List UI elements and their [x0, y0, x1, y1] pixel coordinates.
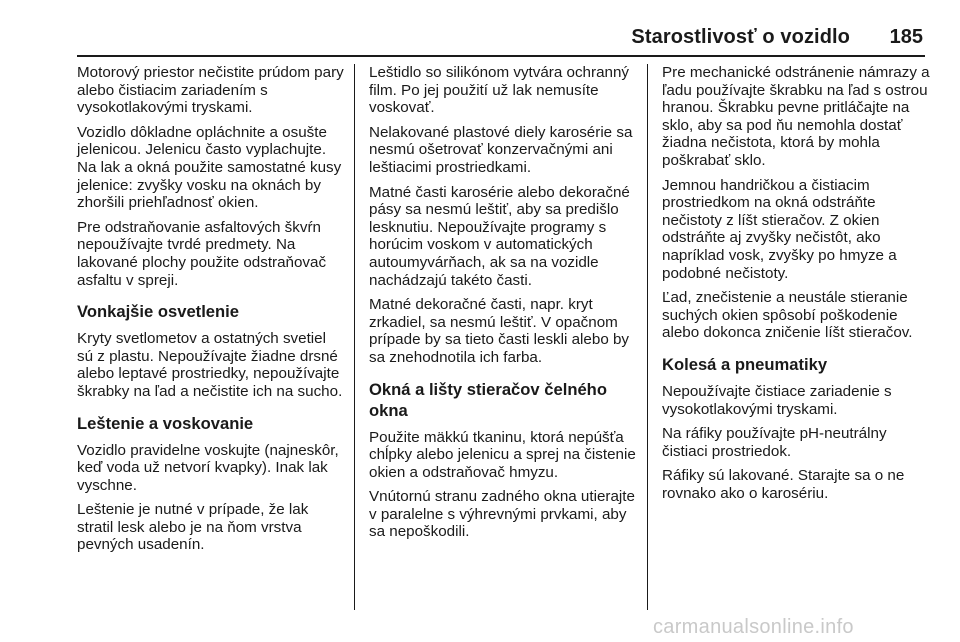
- column-left: [77, 64, 345, 561]
- paragraph: Vozidlo dôkladne opláchnite a osušte jelenicou. Jelenicu často vyplachujte. Na lak a okná použite samostatné kusy jelenice: zvyšky vosku na oknách by zhoršili priehľadnosť okien.: [77, 123, 342, 212]
- section-heading: Kolesá a pneumatiky: [662, 354, 828, 374]
- paragraph: Leštidlo so silikónom vytvára ochranný film. Po jej použití už lak nemusíte voskovať.: [369, 64, 629, 117]
- paragraph: Kryty svetlometov a ostatných svetiel sú z plastu. Nepoužívajte žiadne drsné alebo leptavé prostriedky, nepoužívajte škrabky na ľad a nečistite ich na sucho.: [77, 330, 343, 400]
- page-number: 185: [889, 26, 923, 48]
- paragraph: Vozidlo pravidelne voskujte (najneskôr, keď voda už netvorí kvapky). Inak lak vyschne.: [77, 441, 339, 494]
- paragraph: Motorový priestor nečistite prúdom pary alebo čistiacim zariadením s vysokotlakovými tryskami.: [77, 64, 344, 117]
- column-divider: [647, 64, 648, 610]
- page-header: [0, 26, 960, 56]
- section-heading: Vonkajšie osvetlenie: [77, 302, 240, 322]
- paragraph: Pre mechanické odstránenie námrazy a ľadu používajte škrabku na ľad s ostrou hranou. Škrabku pevne pritláčajte na sklo, aby sa pod ňu nemohla dostať žiadna nečistota, ktorá by mohla poškrabať sklo.: [662, 64, 930, 169]
- header-divider: [77, 55, 925, 57]
- paragraph: Ľad, znečistenie a neustále stieranie suchých okien spôsobí poškodenie alebo dokonca zničenie líšt stieračov.: [662, 289, 913, 342]
- paragraph: Vnútornú stranu zadného okna utierajte v paralelne s výhrevnými prvkami, aby sa nepoškodili.: [369, 488, 635, 541]
- paragraph: Nepoužívajte čistiace zariadenie s vysokotlakovými tryskami.: [662, 382, 892, 418]
- watermark-text: carmanualsonline.info: [653, 616, 854, 638]
- paragraph: Na ráfiky používajte pH-neutrálny čistiaci prostriedok.: [662, 425, 887, 460]
- column-right: [662, 64, 930, 509]
- column-divider: [354, 64, 355, 610]
- section-heading: Leštenie a voskovanie: [77, 413, 254, 433]
- paragraph: Pre odstraňovanie asfaltových škvŕn nepoužívajte tvrdé predmety. Na lakované plochy použite odstraňovač asfaltu v spreji.: [77, 218, 327, 289]
- paragraph: Ráfiky sú lakované. Starajte sa o ne rovnako ako o karosériu.: [662, 467, 905, 502]
- section-heading: Okná a lišty stieračov čelného okna: [369, 379, 607, 420]
- paragraph: Matné časti karosérie alebo dekoračné pásy sa nesmú leštiť, aby sa predišlo lesknutiu. Nepoužívajte programy s horúcim voskom v automatických autoumyvárňach, ak sa na vozidle nachádzajú takéto časti.: [369, 183, 630, 289]
- paragraph: Použite mäkkú tkaninu, ktorá nepúšťa chĺpky alebo jelenicu a sprej na čistenie okien a odstraňovač hmyzu.: [369, 428, 636, 481]
- section-title: Starostlivosť o vozidlo: [631, 26, 850, 48]
- paragraph: Jemnou handričkou a čistiacim prostriedkom na okná odstráňte nečistoty z líšt stieračov. Z okien odstráňte aj zvyšky nečistôt, ako napríklad vosk, zvyšky po hmyze a podobné nečistoty.: [662, 176, 897, 282]
- paragraph: Leštenie je nutné v prípade, že lak stratil lesk alebo je na ňom vrstva pevných usadenín.: [77, 501, 309, 554]
- paragraph: Matné dekoračné časti, napr. kryt zrkadiel, sa nesmú leštiť. V opačnom prípade by sa tieto časti leskli alebo by sa znehodnotila ich farba.: [369, 296, 630, 366]
- column-middle: [369, 64, 637, 548]
- paragraph: Nelakované plastové diely karosérie sa nesmú ošetrovať konzervačnými ani leštiacimi prostriedkami.: [369, 123, 633, 176]
